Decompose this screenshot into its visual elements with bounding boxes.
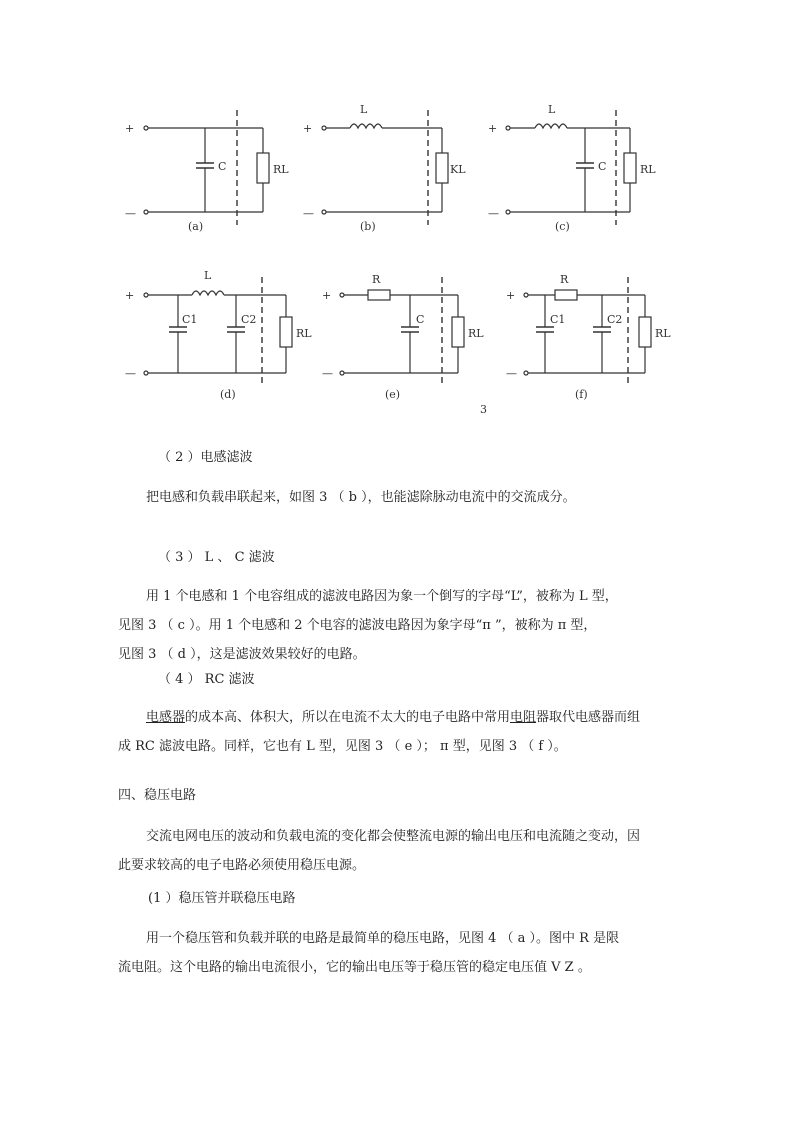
circuit-e xyxy=(322,273,484,401)
circuit-a-plus: + xyxy=(125,122,135,135)
chapter-4-body xyxy=(118,822,688,880)
chapter-4-line-1: 交流电网电压的波动和负载电流的变化都会使整流电源的输出电压和电流随之变动，因 xyxy=(146,829,641,844)
section-4-body xyxy=(118,703,688,761)
circuit-a-minus: — xyxy=(125,207,136,220)
circuit-f-cap1-label: C1 xyxy=(550,313,566,326)
circuit-e-resistor-label: R xyxy=(372,273,381,286)
chapter-4-subsection-1-line-2: 流电阻。这个电路的输出电流很小，它的输出电压等于稳压管的稳定电压值 V Z 。 xyxy=(118,960,591,975)
circuit-e-minus: — xyxy=(322,367,333,380)
chapter-4-subsection-1-line-1: 用一个稳压管和负载并联的电路是最简单的稳压电路，见图 4 （ a ）。图中 R 是限 xyxy=(146,931,620,946)
circuit-d-inductor-label: L xyxy=(204,269,212,282)
circuit-b-caption: (b) xyxy=(360,220,376,233)
circuit-b-minus: — xyxy=(303,207,314,220)
circuit-f-resistor-label: R xyxy=(560,273,569,286)
section-2-heading: （ 2 ）电感滤波 xyxy=(158,450,253,465)
circuit-b-plus: + xyxy=(303,122,313,135)
figure-number: 3 xyxy=(480,403,487,416)
circuit-c-plus: + xyxy=(488,122,498,135)
chapter-4-line-2: 此要求较高的电子电路必须使用稳压电源。 xyxy=(118,858,366,873)
section-4-text-2: 器取代电感器而组 xyxy=(536,710,641,725)
circuit-d-cap2-label: C2 xyxy=(241,313,257,326)
section-3-heading: （ 3 ） L 、 C 滤波 xyxy=(158,550,275,565)
circuit-f-caption: (f) xyxy=(575,388,588,401)
circuit-c-load-label: RL xyxy=(640,163,656,176)
circuit-a xyxy=(125,110,289,233)
resistor-link[interactable]: 电阻 xyxy=(510,710,537,725)
circuit-e-cap-label: C xyxy=(416,313,425,326)
circuit-f-load-label: RL xyxy=(655,327,671,340)
circuit-d-cap1-label: C1 xyxy=(182,313,198,326)
circuit-a-caption: (a) xyxy=(188,220,204,233)
section-3-line-1: 用 1 个电感和 1 个电容组成的滤波电路因为象一个倒写的字母“L”，被称为 L 型， xyxy=(146,589,618,604)
section-3-body xyxy=(118,582,688,669)
circuit-c-minus: — xyxy=(488,207,499,220)
circuit-d-minus: — xyxy=(125,367,136,380)
chapter-4-heading: 四、稳压电路 xyxy=(118,788,197,803)
section-3-line-3: 见图 3 （ d ），这是滤波效果较好的电路。 xyxy=(118,647,366,662)
circuit-b-load-label: KL xyxy=(450,163,466,176)
section-4-text-1: 的成本高、体积大，所以在电流不太大的电子电路中常用 xyxy=(185,710,511,725)
section-4-line-2: 成 RC 滤波电路。同样，它也有 L 型，见图 3 （ e ）； π 型，见图 3 （ f ）。 xyxy=(118,739,567,754)
circuit-c xyxy=(488,103,656,233)
circuit-f-minus: — xyxy=(506,367,517,380)
circuit-b-inductor-label: L xyxy=(360,103,368,116)
circuit-d-plus: + xyxy=(125,289,135,302)
circuit-c-caption: (c) xyxy=(555,220,570,233)
circuit-c-inductor-label: L xyxy=(548,103,556,116)
circuit-d xyxy=(125,269,312,401)
filter-circuits-figure xyxy=(110,95,690,425)
circuit-e-caption: (e) xyxy=(385,388,401,401)
circuit-d-caption: (d) xyxy=(220,388,236,401)
circuit-f-plus: + xyxy=(506,289,516,302)
chapter-4-subsection-1-body xyxy=(118,924,688,982)
circuit-c-cap-label: C xyxy=(598,160,607,173)
circuit-e-plus: + xyxy=(322,289,332,302)
circuit-b xyxy=(303,103,466,233)
circuit-f-cap2-label: C2 xyxy=(607,313,623,326)
chapter-4-subsection-1-heading: (1 ）稳压管并联稳压电路 xyxy=(148,891,296,906)
circuit-a-cap-label: C xyxy=(218,160,227,173)
section-2-body: 把电感和负载串联起来，如图 3 （ b ），也能滤除脉动电流中的交流成分。 xyxy=(146,490,576,505)
section-3-line-2: 见图 3 （ c ）。用 1 个电感和 2 个电容的滤波电路因为象字母“π ”，被称为 π 型， xyxy=(118,618,597,633)
circuit-d-load-label: RL xyxy=(296,327,312,340)
circuit-a-load-label: RL xyxy=(273,163,289,176)
circuit-f xyxy=(506,273,671,401)
section-4-heading: （ 4 ） RC 滤波 xyxy=(158,672,255,687)
circuit-e-load-label: RL xyxy=(468,327,484,340)
section-4-line-1 xyxy=(118,703,688,732)
inductor-link[interactable]: 电感器 xyxy=(146,710,186,725)
